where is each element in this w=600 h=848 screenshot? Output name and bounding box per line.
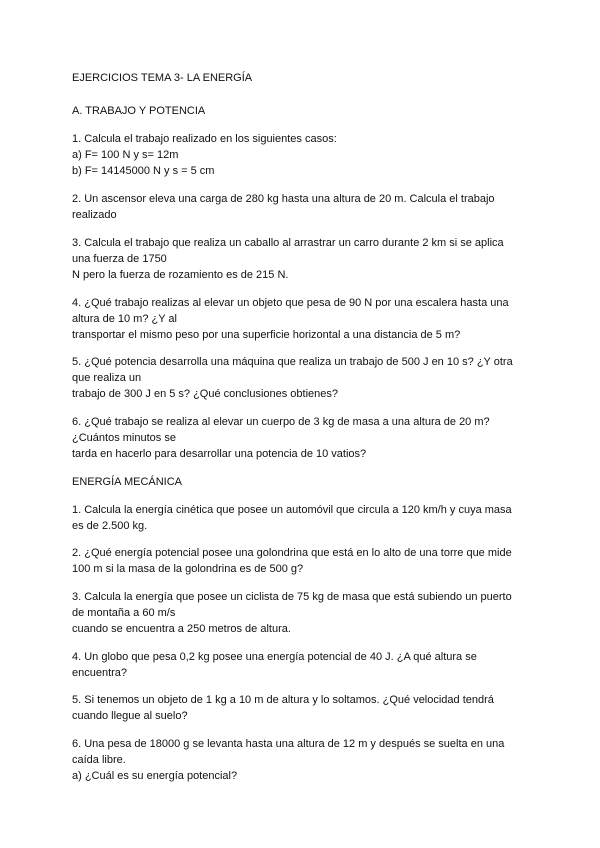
exercise-b5-line: cuando llegue al suelo? (72, 710, 188, 722)
exercise-b6-line: 6. Una pesa de 18000 g se levanta hasta una altura de 12 m y después se suelta en una (72, 738, 505, 750)
section-a-heading: A. TRABAJO Y POTENCIA (72, 105, 206, 117)
exercise-a6-line: ¿Cuántos minutos se (72, 432, 176, 444)
exercise-b2-line: 100 m si la masa de la golondrina es de 500 g? (72, 563, 304, 575)
exercise-a2-line: 2. Un ascensor eleva una carga de 280 kg hasta una altura de 20 m. Calcula el trabajo (72, 193, 495, 205)
exercise-a4-line: 4. ¿Qué trabajo realizas al elevar un objeto que pesa de 90 N por una escalera hasta una (72, 297, 509, 309)
exercise-a4-line: transportar el mismo peso por una superficie horizontal a una distancia de 5 m? (72, 329, 461, 341)
exercise-b5-line: 5. Si tenemos un objeto de 1 kg a 10 m de altura y lo soltamos. ¿Qué velocidad tendrá (72, 694, 494, 706)
exercise-b3-line: cuando se encuentra a 250 metros de altura. (72, 623, 291, 635)
exercise-b1-line: es de 2.500 kg. (72, 520, 148, 532)
exercise-a6-line: tarda en hacerlo para desarrollar una potencia de 10 vatios? (72, 448, 367, 460)
exercise-b4-line: 4. Un globo que pesa 0,2 kg posee una energía potencial de 40 J. ¿A qué altura se (72, 651, 477, 663)
exercise-a4-line: altura de 10 m? ¿Y al (72, 313, 177, 325)
exercise-a3-line: 3. Calcula el trabajo que realiza un caballo al arrastrar un carro durante 2 km si se aplica (72, 237, 504, 249)
exercise-a5-line: 5. ¿Qué potencia desarrolla una máquina que realiza un trabajo de 500 J en 10 s? ¿Y otra (72, 356, 513, 368)
exercise-a3-line: una fuerza de 1750 (72, 253, 167, 265)
exercise-a1-line: 1. Calcula el trabajo realizado en los siguientes casos: (72, 133, 337, 145)
exercise-b2-line: 2. ¿Qué energía potencial posee una golondrina que está en lo alto de una torre que mide (72, 547, 512, 559)
exercise-b6-line: caída libre. (72, 754, 126, 766)
exercise-a6-line: 6. ¿Qué trabajo se realiza al elevar un cuerpo de 3 kg de masa a una altura de 20 m? (72, 416, 490, 428)
section-b-heading: ENERGÍA MECÁNICA (72, 476, 183, 488)
exercise-a5-line: trabajo de 300 J en 5 s? ¿Qué conclusiones obtienes? (72, 388, 339, 400)
exercise-a5-line: que realiza un (72, 372, 142, 384)
exercise-b6-line: a) ¿Cuál es su energía potencial? (72, 770, 238, 782)
exercise-a1-line: b) F= 14145000 N y s = 5 cm (72, 165, 215, 177)
exercise-b3-line: de montaña a 60 m/s (72, 607, 176, 619)
exercise-a1-line: a) F= 100 N y s= 12m (72, 149, 179, 161)
exercise-b1-line: 1. Calcula la energía cinética que posee un automóvil que circula a 120 km/h y cuya masa (72, 504, 512, 516)
exercise-b3-line: 3. Calcula la energía que posee un ciclista de 75 kg de masa que está subiendo un puerto (72, 591, 512, 603)
exercise-b4-line: encuentra? (72, 667, 128, 679)
exercise-a3-line: N pero la fuerza de rozamiento es de 215 N. (72, 269, 289, 281)
exercise-a2-line: realizado (72, 209, 117, 221)
document-title: EJERCICIOS TEMA 3- LA ENERGÍA (72, 72, 253, 84)
